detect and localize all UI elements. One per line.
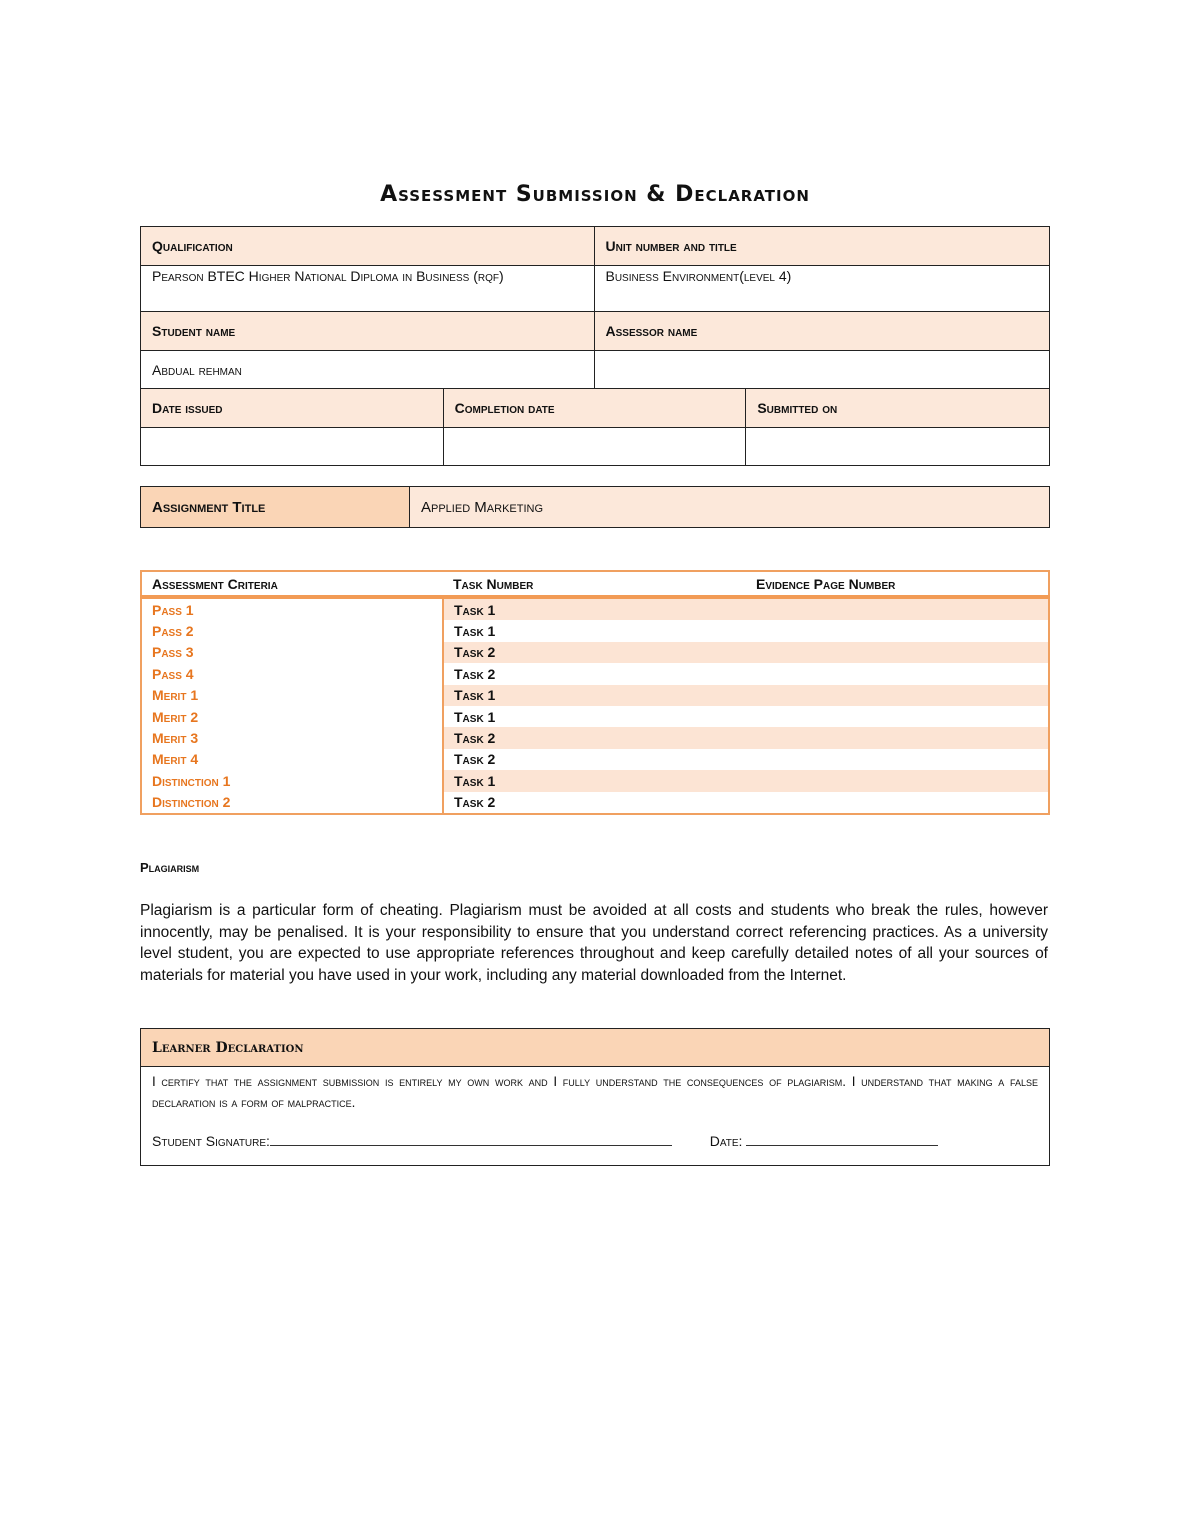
- evidence-page-cell[interactable]: [746, 620, 1049, 641]
- plagiarism-text: Plagiarism is a particular form of cheating. Plagiarism must be avoided at all costs and students who break the rules, however innocently, may be penalised. It is your responsibility to ensure that you understand correct referencing practices. As a university level student, you are expected to use appropriate references throughout and keep carefully detailed notes of all your sources of materials for material you have used in your work, including any material downloaded from the Internet.: [140, 902, 1048, 984]
- criterion-cell: Distinction 1: [141, 770, 443, 791]
- qualification-value[interactable]: Pearson BTEC Higher National Diploma in Business (rqf): [141, 266, 595, 312]
- task-cell: Task 2: [454, 794, 496, 811]
- signature-field[interactable]: [270, 1144, 672, 1146]
- assignment-title-table: [140, 486, 1050, 528]
- declaration-text: I certify that the assignment submission is entirely my own work and I fully understand the consequences of plagiarism. I understand that making a false declaration is a form of malpractice.: [152, 1074, 1038, 1110]
- signature-row: [152, 1133, 1032, 1149]
- date-issued-label: Date issued: [141, 389, 444, 428]
- signature-label: Student Signature:: [152, 1133, 270, 1149]
- criteria-row: [141, 770, 1049, 791]
- criteria-row: [141, 727, 1049, 748]
- evidence-page-cell[interactable]: [746, 792, 1049, 814]
- task-cell: Task 2: [443, 642, 746, 663]
- task-cell: Task 1: [443, 597, 746, 620]
- completion-date-value[interactable]: [443, 428, 746, 466]
- unit-value[interactable]: Business Environment(level 4): [594, 266, 1050, 312]
- declaration-heading: Learner Declaration: [141, 1029, 1049, 1067]
- plagiarism-heading: Plagiarism: [140, 860, 200, 875]
- criteria-row: [141, 642, 1049, 663]
- student-name-value[interactable]: Abdual rehman: [141, 351, 595, 389]
- evidence-page-cell[interactable]: [746, 663, 1049, 684]
- date-field[interactable]: [746, 1144, 938, 1146]
- evidence-page-cell[interactable]: [746, 770, 1049, 791]
- evidence-page-header: Evidence Page Number: [746, 571, 1049, 597]
- task-cell: Task 2: [443, 727, 746, 748]
- criteria-row: [141, 685, 1049, 706]
- assessor-name-value[interactable]: [594, 351, 1050, 389]
- submitted-on-value[interactable]: [746, 428, 1050, 466]
- completion-date-label: Completion date: [443, 389, 746, 428]
- criteria-header: Assessment Criteria: [141, 571, 443, 597]
- criteria-row: [141, 597, 1049, 620]
- task-cell: Task 1: [454, 623, 496, 640]
- criteria-row: [141, 706, 1049, 727]
- criterion-cell: Pass 3: [141, 642, 443, 663]
- criterion-cell: Pass 4: [141, 663, 443, 684]
- criteria-row: [141, 620, 1049, 641]
- qualification-label: Qualification: [141, 227, 595, 266]
- learner-declaration: [140, 1028, 1050, 1166]
- evidence-page-cell[interactable]: [746, 706, 1049, 727]
- criterion-cell: Merit 1: [141, 685, 443, 706]
- evidence-page-cell[interactable]: [746, 597, 1049, 620]
- evidence-page-cell[interactable]: [746, 642, 1049, 663]
- criteria-row: [141, 792, 1049, 814]
- criterion-cell: Pass 2: [141, 620, 443, 641]
- info-table: [140, 226, 1050, 466]
- criteria-row: [141, 749, 1049, 770]
- criteria-table: [140, 570, 1050, 815]
- assessor-name-label: Assessor name: [594, 312, 1050, 351]
- task-cell: Task 1: [454, 708, 496, 725]
- evidence-page-cell[interactable]: [746, 749, 1049, 770]
- student-name-label: Student name: [141, 312, 595, 351]
- assignment-title-label: Assignment Title: [141, 487, 410, 528]
- evidence-page-cell[interactable]: [746, 727, 1049, 748]
- page-title: Assessment Submission & Declaration: [380, 182, 810, 207]
- assignment-title-value[interactable]: Applied Marketing: [410, 487, 1050, 528]
- task-cell: Task 1: [443, 770, 746, 791]
- criterion-cell: Merit 4: [141, 749, 443, 770]
- date-label: Date:: [709, 1133, 743, 1149]
- submitted-on-label: Submitted on: [746, 389, 1050, 428]
- criterion-cell: Merit 2: [141, 706, 443, 727]
- task-number-header: Task Number: [443, 571, 746, 597]
- criterion-cell: Merit 3: [141, 727, 443, 748]
- criterion-cell: Pass 1: [141, 597, 443, 620]
- task-cell: Task 1: [443, 685, 746, 706]
- date-issued-value[interactable]: [141, 428, 444, 466]
- criterion-cell: Distinction 2: [141, 792, 443, 814]
- criteria-row: [141, 663, 1049, 684]
- unit-label: Unit number and title: [594, 227, 1050, 266]
- task-cell: Task 2: [454, 665, 496, 682]
- task-cell: Task 2: [454, 751, 496, 768]
- evidence-page-cell[interactable]: [746, 685, 1049, 706]
